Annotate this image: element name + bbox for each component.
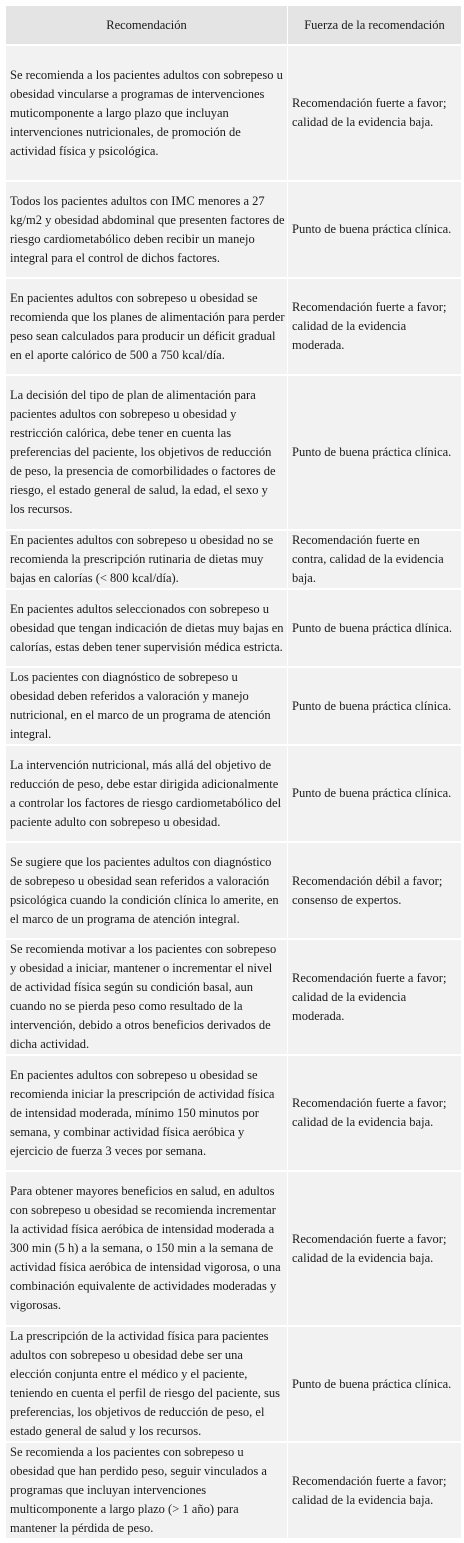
table-row — [6, 1172, 461, 1325]
header-recommendation: Recomendación — [6, 6, 287, 44]
strength-cell: Punto de buena práctica clínica. — [288, 1327, 461, 1441]
strength-cell: Recomendación fuerte a favor; calidad de la evidencia baja. — [288, 1056, 461, 1170]
recommendation-cell: En pacientes adultos con sobrepeso u obesidad no se recomienda la prescripción rutinaria de dietas muy bajas en calorías (< 800 kcal/día). — [6, 531, 287, 588]
recommendation-cell: Para obtener mayores beneficios en salud, en adultos con sobrepeso u obesidad se recomienda incrementar la actividad física aeróbica de intensidad moderada a 300 min (5 h) a la semana, o 150 min a la semana de actividad física aeróbica de intensidad vigorosa, o una combinación equivalente de actividades moderadas y vigorosas. — [6, 1172, 287, 1325]
strength-cell: Punto de buena práctica clínica. — [288, 668, 461, 744]
strength-cell: Recomendación fuerte a favor; calidad de la evidencia baja. — [288, 1443, 461, 1538]
table-row — [6, 46, 461, 180]
header-strength: Fuerza de la recomendación — [288, 6, 461, 44]
strength-cell: Recomendación fuerte en contra, calidad de la evidencia baja. — [288, 531, 461, 588]
recommendation-cell: Se recomienda motivar a los pacientes con sobrepeso y obesidad a iniciar, mantener o incrementar el nivel de actividad física según su condición basal, aun cuando no se pierda peso como resultado de la intervención, debido a otros beneficios derivados de dicha actividad. — [6, 940, 287, 1054]
strength-cell: Recomendación fuerte a favor; calidad de la evidencia baja. — [288, 1172, 461, 1325]
strength-cell: Punto de buena práctica dlínica. — [288, 590, 461, 666]
strength-cell: Punto de buena práctica clínica. — [288, 182, 461, 277]
recommendation-cell: La decisión del tipo de plan de alimentación para pacientes adultos con sobrepeso u obesidad y restricción calórica, debe tener en cuenta las preferencias del paciente, los objetivos de reducción de peso, la presencia de comorbilidades o factores de riesgo, el estado general de salud, la edad, el sexo y los recursos. — [6, 376, 287, 529]
strength-cell: Punto de buena práctica clínica. — [288, 746, 461, 841]
strength-cell: Punto de buena práctica clínica. — [288, 376, 461, 529]
strength-cell: Recomendación fuerte a favor; calidad de la evidencia moderada. — [288, 279, 461, 374]
table-body — [6, 46, 461, 1538]
recommendation-cell: En pacientes adultos seleccionados con sobrepeso u obesidad que tengan indicación de dietas muy bajas en calorías, estas deben tener supervisión médica estricta. — [6, 590, 287, 666]
table-row — [6, 746, 461, 841]
recommendations-table — [5, 4, 462, 1540]
table-row — [6, 182, 461, 277]
recommendation-cell: Se recomienda a los pacientes adultos con sobrepeso u obesidad vincularse a programas de intervenciones muticomponente a largo plazo que incluyan intervenciones nutricionales, de promoción de actividad física y psicológica. — [6, 46, 287, 180]
strength-cell: Recomendación fuerte a favor; calidad de la evidencia moderada. — [288, 940, 461, 1054]
recommendation-cell: Los pacientes con diagnóstico de sobrepeso u obesidad deben referidos a valoración y manejo nutricional, en el marco de un programa de atención integral. — [6, 668, 287, 744]
strength-cell: Recomendación débil a favor; consenso de expertos. — [288, 843, 461, 938]
table-row — [6, 843, 461, 938]
recommendation-cell: La intervención nutricional, más allá del objetivo de reducción de peso, debe estar dirigida adicionalmente a controlar los factores de riesgo cardiometabólico del paciente adulto con sobrepeso u obesidad. — [6, 746, 287, 841]
table-row — [6, 940, 461, 1054]
table-row — [6, 531, 461, 588]
table-row — [6, 1327, 461, 1441]
recommendation-cell: En pacientes adultos con sobrepeso u obesidad se recomienda iniciar la prescripción de actividad física de intensidad moderada, mínimo 150 minutos por semana, y combinar actividad física aeróbica y ejercicio de fuerza 3 veces por semana. — [6, 1056, 287, 1170]
table-row — [6, 590, 461, 666]
recommendation-cell: En pacientes adultos con sobrepeso u obesidad se recomienda que los planes de alimentación para perder peso sean calculados para producir un déficit gradual en el aporte calórico de 500 a 750 kcal/día. — [6, 279, 287, 374]
recommendation-cell: Se recomienda a los pacientes con sobrepeso u obesidad que han perdido peso, seguir vinculados a programas que incluyan intervenciones multicomponente a largo plazo (> 1 año) para mantener la pérdida de peso. — [6, 1443, 287, 1538]
table-row — [6, 1443, 461, 1538]
table-row — [6, 376, 461, 529]
recommendation-cell: La prescripción de la actividad física para pacientes adultos con sobrepeso u obesidad debe ser una elección conjunta entre el médico y el paciente, teniendo en cuenta el perfil de riesgo del paciente, sus preferencias, los objetivos de reducción de peso, el estado general de salud y los recursos. — [6, 1327, 287, 1441]
table-row — [6, 668, 461, 744]
strength-cell: Recomendación fuerte a favor; calidad de la evidencia baja. — [288, 46, 461, 180]
recommendation-cell: Se sugiere que los pacientes adultos con diagnóstico de sobrepeso u obesidad sean referidos a valoración psicológica cuando la condición clínica lo amerite, en el marco de un programa de atención integral. — [6, 843, 287, 938]
table-row — [6, 1056, 461, 1170]
table-row — [6, 279, 461, 374]
table-header-row — [6, 6, 461, 44]
recommendation-cell: Todos los pacientes adultos con IMC menores a 27 kg/m2 y obesidad abdominal que presenten factores de riesgo cardiometabólico deben recibir un manejo integral para el control de dichos factores. — [6, 182, 287, 277]
